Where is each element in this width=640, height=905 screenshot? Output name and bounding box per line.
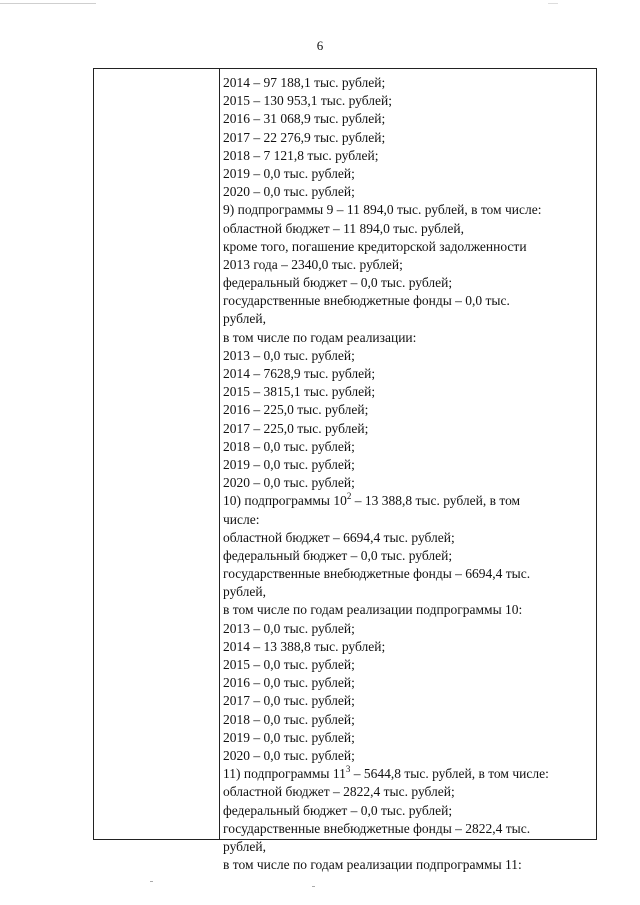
line-text: рублей,: [223, 584, 267, 600]
line-text: 2017 – 22 276,9 тыс. рублей;: [223, 129, 386, 145]
text-line: [223, 856, 594, 874]
scan-artifact: [150, 881, 153, 882]
text-line: [223, 747, 594, 765]
text-line: [223, 601, 594, 619]
line-text: рублей,: [223, 838, 267, 854]
text-line: [223, 129, 594, 147]
text-line: [223, 711, 594, 729]
text-line: [223, 201, 594, 219]
text-line: [223, 583, 594, 601]
text-line: [223, 274, 594, 292]
line-text-rest: – 13 388,8 тыс. рублей, в том: [351, 493, 521, 509]
line-text: 9) подпрограммы 9 – 11 894,0 тыс. рублей, в том числе:: [223, 202, 542, 218]
table-column-divider: [219, 69, 220, 839]
text-line: [223, 674, 594, 692]
text-line: [223, 529, 594, 547]
line-text: в том числе по годам реализации:: [223, 329, 417, 345]
text-line: [223, 347, 594, 365]
line-text: 2013 – 0,0 тыс. рублей;: [223, 347, 355, 363]
text-line: [223, 110, 594, 128]
line-text: 2016 – 225,0 тыс. рублей;: [223, 402, 369, 418]
text-line: [223, 692, 594, 710]
text-line: [223, 74, 594, 92]
text-line: [223, 238, 594, 256]
text-line: [223, 165, 594, 183]
page-number: 6: [316, 38, 324, 53]
superscript-note: 3: [345, 763, 351, 774]
scan-edge-mark: [548, 3, 558, 4]
line-text: 2017 – 225,0 тыс. рублей;: [223, 420, 369, 436]
line-text: 2019 – 0,0 тыс. рублей;: [223, 165, 355, 181]
text-line: [223, 783, 594, 801]
line-text: 11) подпрограммы 11: [223, 766, 346, 782]
text-line: [223, 765, 594, 783]
text-line: [223, 220, 594, 238]
line-text: государственные внебюджетные фонды – 0,0 тыс.: [223, 293, 510, 309]
text-line: [223, 511, 594, 529]
line-text: в том числе по годам реализации подпрограммы 10:: [223, 602, 523, 618]
text-line: [223, 565, 594, 583]
text-line: [223, 638, 594, 656]
scan-artifact: [312, 886, 315, 887]
text-line: [223, 365, 594, 383]
text-line: [223, 547, 594, 565]
line-text: 2015 – 3815,1 тыс. рублей;: [223, 384, 376, 400]
text-line: [223, 620, 594, 638]
line-text: 2020 – 0,0 тыс. рублей;: [223, 475, 355, 491]
text-line: [223, 729, 594, 747]
line-text: числе:: [223, 511, 260, 527]
line-text: 2016 – 31 068,9 тыс. рублей;: [223, 111, 386, 127]
line-text: областной бюджет – 6694,4 тыс. рублей;: [223, 529, 455, 545]
text-line: [223, 492, 594, 510]
text-line: [223, 183, 594, 201]
text-line: [223, 310, 594, 328]
line-text: 2018 – 7 121,8 тыс. рублей;: [223, 147, 379, 163]
text-line: [223, 92, 594, 110]
line-text-rest: – 5644,8 тыс. рублей, в том числе:: [350, 766, 549, 782]
line-text: рублей,: [223, 311, 267, 327]
text-line: [223, 838, 594, 856]
text-line: [223, 383, 594, 401]
line-text: кроме того, погашение кредиторской задолженности: [223, 238, 527, 254]
line-text: 2015 – 0,0 тыс. рублей;: [223, 657, 355, 672]
line-text: 2020 – 0,0 тыс. рублей;: [223, 184, 355, 200]
line-text: 2019 – 0,0 тыс. рублей;: [223, 729, 355, 745]
table-content-cell: [223, 74, 594, 874]
text-line: [223, 474, 594, 492]
line-text: областной бюджет – 11 894,0 тыс. рублей,: [223, 220, 464, 236]
line-text: областной бюджет – 2822,4 тыс. рублей;: [223, 784, 455, 800]
line-text: 10) подпрограммы 10: [223, 493, 347, 509]
text-line: [223, 820, 594, 838]
line-text: 2017 – 0,0 тыс. рублей;: [223, 693, 355, 709]
text-line: [223, 420, 594, 438]
text-line: [223, 256, 594, 274]
text-line: [223, 456, 594, 474]
scan-edge-mark: [0, 3, 96, 4]
line-text: 2018 – 0,0 тыс. рублей;: [223, 438, 355, 454]
line-text: 2016 – 0,0 тыс. рублей;: [223, 675, 355, 691]
text-line: [223, 438, 594, 456]
line-text: федеральный бюджет – 0,0 тыс. рублей;: [223, 275, 453, 291]
text-line: [223, 292, 594, 310]
line-text: 2014 – 7628,9 тыс. рублей;: [223, 366, 376, 381]
text-line: [223, 401, 594, 419]
line-text: 2015 – 130 953,1 тыс. рублей;: [223, 93, 392, 109]
line-text: государственные внебюджетные фонды – 2822,4 тыс.: [223, 820, 531, 836]
line-text: 2019 – 0,0 тыс. рублей;: [223, 456, 355, 472]
line-text: 2013 – 0,0 тыс. рублей;: [223, 620, 355, 636]
line-text: 2014 – 13 388,8 тыс. рублей;: [223, 638, 386, 654]
text-line: [223, 329, 594, 347]
line-text: федеральный бюджет – 0,0 тыс. рублей;: [223, 802, 453, 818]
line-text: 2018 – 0,0 тыс. рублей;: [223, 711, 355, 727]
text-line: [223, 802, 594, 820]
superscript-note: 2: [346, 490, 352, 501]
text-line: [223, 147, 594, 165]
line-text: 2013 года – 2340,0 тыс. рублей;: [223, 256, 403, 272]
text-line: [223, 656, 594, 674]
line-text: государственные внебюджетные фонды – 6694,4 тыс.: [223, 566, 531, 582]
line-text: 2020 – 0,0 тыс. рублей;: [223, 747, 355, 763]
document-table: [93, 68, 597, 873]
line-text: 2014 – 97 188,1 тыс. рублей;: [223, 75, 386, 90]
line-text: в том числе по годам реализации подпрограммы 11:: [223, 857, 522, 873]
line-text: федеральный бюджет – 0,0 тыс. рублей;: [223, 547, 453, 563]
